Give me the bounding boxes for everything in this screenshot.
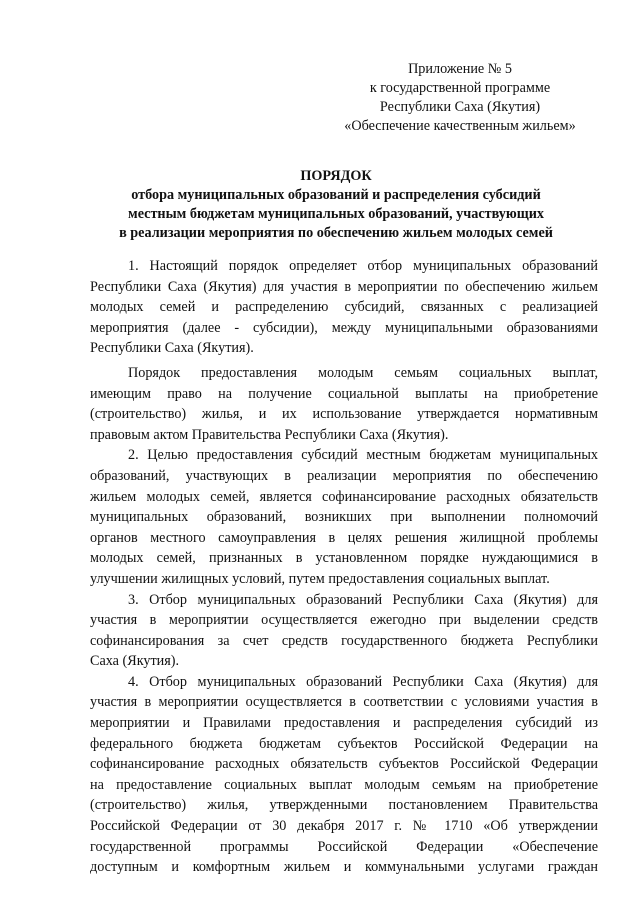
paragraph-line: мероприятия (далее - субсидии), между муниципальными образованиями (90, 319, 598, 336)
document-body (90, 256, 598, 878)
document-heading (86, 167, 586, 243)
paragraph-line: на предоставление социальных выплат молодым семьям на приобретение (90, 776, 598, 793)
paragraph-line: улучшении жилищных условий, путем предоставления социальных выплат. (90, 570, 550, 587)
paragraph-1 (90, 256, 598, 359)
paragraph-line: правовым актом Правительства Республики Саха (Якутия). (90, 426, 449, 443)
appendix-program-ref: к государственной программе (369, 80, 551, 96)
paragraph-line: 1. Настоящий порядок определяет отбор муниципальных образований (128, 258, 598, 274)
paragraph-line: имеющим право на получение социальной выплаты на приобретение (90, 385, 598, 402)
paragraph-line: участия в мероприятии осуществляется ежегодно при выделении средств (90, 612, 598, 629)
paragraph-4 (90, 590, 598, 672)
paragraph-2 (90, 363, 598, 445)
paragraph-line: Российской Федерации от 30 декабря 2017 г. № 1710 «Об утверждении (90, 818, 598, 835)
paragraph-line: жильем молодых семей, является софинансирование расходных обязательств (90, 488, 598, 505)
paragraph-line: 3. Отбор муниципальных образований Республики Саха (Якутия) для (128, 591, 598, 608)
paragraph-line: государственной программы Российской Федерации «Обеспечение (90, 838, 598, 855)
paragraph-line: софинансирование расходных обязательств субъектов Российской Федерации (90, 756, 598, 773)
paragraph-5 (90, 672, 598, 878)
paragraph-line: Республики Саха (Якутия). (90, 340, 254, 357)
paragraph-line: молодых семей и распределению субсидий, связанных с реализацией (90, 299, 598, 316)
appendix-program-name: «Обеспечение качественным жильем» (344, 118, 576, 134)
paragraph-line: участия в мероприятии осуществляется в соответствии с условиями участия в (90, 694, 598, 711)
appendix-republic: Республики Саха (Якутия) (379, 99, 541, 115)
heading-line-1: отбора муниципальных образований и распределения субсидий (131, 187, 541, 203)
paragraph-line: федерального бюджета бюджетам субъектов Российской Федерации на (90, 735, 598, 752)
heading-line-3: в реализации мероприятия по обеспечению жильем молодых семей (119, 225, 553, 241)
heading-line-2: местным бюджетам муниципальных образований, участвующих (128, 206, 544, 222)
paragraph-line: мероприятии и Правилами предоставления и распределения субсидий из (90, 715, 598, 732)
paragraph-line: образований, участвующих в реализации мероприятия по обеспечению (90, 467, 598, 484)
paragraph-line: (строительство) жилья, и их использование утверждается нормативным (90, 406, 598, 423)
appendix-number: Приложение № 5 (408, 61, 512, 77)
paragraph-line: софинансирования за счет средств государственного бюджета Республики (90, 632, 598, 649)
paragraph-line: муниципальных образований, возникших при выполнении полномочий (90, 509, 598, 526)
appendix-header (320, 60, 600, 136)
paragraph-line: (строительство) жилья, утвержденными постановлением Правительства (90, 797, 598, 814)
paragraph-line: 2. Целью предоставления субсидий местным бюджетам муниципальных (128, 447, 598, 464)
paragraph-3 (90, 445, 598, 589)
paragraph-line: Республики Саха (Якутия) для участия в мероприятии по обеспечению жильем (90, 278, 598, 295)
document-title: ПОРЯДОК (300, 168, 372, 184)
paragraph-line: Порядок предоставления молодым семьям социальных выплат, (128, 364, 598, 381)
paragraph-line: 4. Отбор муниципальных образований Республики Саха (Якутия) для (128, 673, 598, 690)
paragraph-line: Саха (Якутия). (90, 653, 180, 670)
paragraph-line: органов местного самоуправления в целях решения жилищной проблемы (90, 529, 598, 546)
paragraph-line: молодых семей, признанных в установленном порядке нуждающимися в (90, 550, 598, 567)
paragraph-line: доступным и комфортным жильем и коммунальными услугами граждан (90, 859, 598, 876)
